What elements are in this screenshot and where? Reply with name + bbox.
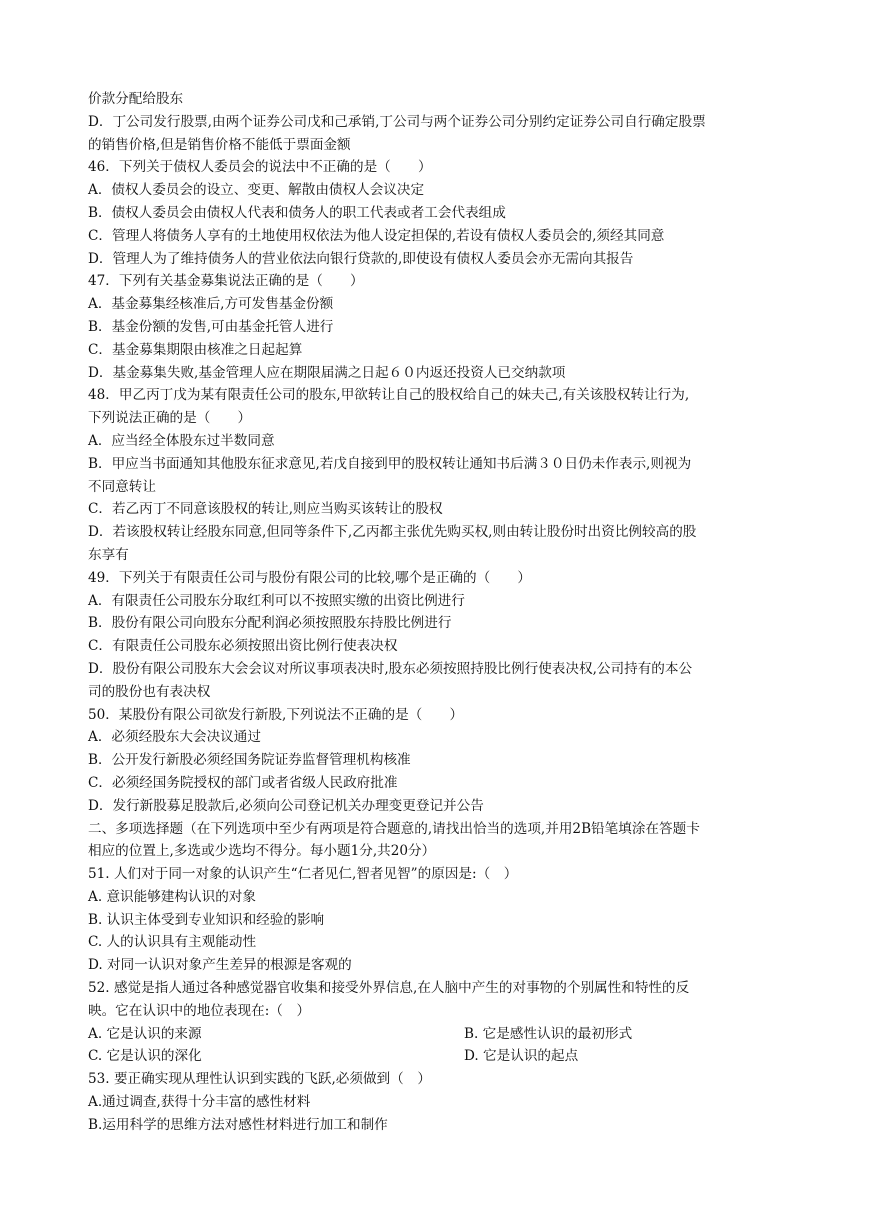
option-b-q51: B. 认识主体受到专业知识和经验的影响 bbox=[88, 911, 325, 928]
option-b-q49: B．股份有限公司向股东分配利润必须按照股东持股比例进行 bbox=[88, 615, 452, 632]
question-47: 47．下列有关基金募集说法正确的是（ ） bbox=[88, 273, 364, 290]
option-b-q46: B．债权人委员会由债权人代表和债务人的职工代表或者工会代表组成 bbox=[88, 204, 506, 221]
option-b-q52: B. 它是感性认识的最初形式 bbox=[464, 1025, 633, 1042]
option-a-q46: A．债权人委员会的设立、变更、解散由债权人会议决定 bbox=[88, 182, 425, 199]
option-a-q48: A．应当经全体股东过半数同意 bbox=[88, 432, 275, 449]
option-d-q46: D．管理人为了维持债务人的营业依法向银行贷款的,即使设有债权人委员会亦无需向其报告 bbox=[88, 250, 634, 267]
text-line: 不同意转让 bbox=[88, 478, 156, 495]
text-line: 相应的位置上,多选或少选均不得分。每小题1分,共20分） bbox=[88, 843, 436, 860]
option-b-q47: B．基金份额的发售,可由基金托管人进行 bbox=[88, 318, 334, 335]
option-b-q50: B．公开发行新股必须经国务院证券监督管理机构核准 bbox=[88, 752, 411, 769]
option-d-q51: D. 对同一认识对象产生差异的根源是客观的 bbox=[88, 957, 352, 974]
option-a-q52: A. 它是认识的来源 bbox=[88, 1025, 202, 1042]
question-53: 53. 要正确实现从理性认识到实践的飞跃,必须做到（ ） bbox=[88, 1071, 431, 1088]
option-d-q49: D．股份有限公司股东大会会议对所议事项表决时,股东必须按照持股比例行使表决权,公司持有的本公 bbox=[88, 660, 693, 677]
option-a-q53: A.通过调查,获得十分丰富的感性材料 bbox=[88, 1094, 311, 1111]
option-d-q48: D．若该股权转让经股东同意,但同等条件下,乙丙都主张优先购买权,则由转让股份时出资比例较高的股 bbox=[88, 524, 697, 541]
question-51: 51. 人们对于同一对象的认识产生“仁者见仁,智者见智”的原因是:（ ） bbox=[88, 866, 518, 883]
text-line: 价款分配给股东 bbox=[88, 91, 184, 107]
section-heading: 二、多项选择题（在下列选项中至少有两项是符合题意的,请找出恰当的选项,并用2B铅笔填涂在答题卡 bbox=[88, 820, 700, 837]
option-d-q50: D．发行新股募足股款后,必须向公司登记机关办理变更登记并公告 bbox=[88, 797, 484, 814]
option-c-q51: C. 人的认识具有主观能动性 bbox=[88, 934, 257, 951]
option-c-q50: C．必须经国务院授权的部门或者省级人民政府批准 bbox=[88, 774, 398, 791]
document-page bbox=[88, 88, 788, 1137]
q52-option-row bbox=[88, 1045, 788, 1068]
option-b-q48: B．甲应当书面通知其他股东征求意见,若戊自接到甲的股权转让通知书后满３０日仍未作表示,则视为 bbox=[88, 455, 692, 472]
text-line: 下列说法正确的是（ ） bbox=[88, 410, 252, 427]
option-d-q52: D. 它是认识的起点 bbox=[464, 1048, 579, 1065]
option-c-q46: C．管理人将债务人享有的土地使用权依法为他人设定担保的,若设有债权人委员会的,须经其同意 bbox=[88, 227, 665, 244]
text-line: 映。它在认识中的地位表现在:（ ） bbox=[88, 1002, 311, 1019]
option-d-q47: D．基金募集失败,基金管理人应在期限届满之日起６０内返还投资人已交纳款项 bbox=[88, 364, 566, 381]
question-46: 46．下列关于债权人委员会的说法中不正确的是（ ） bbox=[88, 159, 432, 176]
text-line: 东享有 bbox=[88, 546, 129, 563]
option-a-q51: A. 意识能够建构认识的对象 bbox=[88, 888, 256, 905]
option-d-q45: D．丁公司发行股票,由两个证券公司戊和己承销,丁公司与两个证券公司分别约定证券公司自行确定股票 bbox=[88, 113, 706, 130]
option-c-q49: C．有限责任公司股东必须按照出资比例行使表决权 bbox=[88, 638, 398, 655]
question-48: 48．甲乙丙丁戊为某有限责任公司的股东,甲欲转让自己的股权给自己的妹夫己,有关该股权转让行为, bbox=[88, 387, 690, 404]
option-a-q47: A．基金募集经核准后,方可发售基金份额 bbox=[88, 296, 334, 313]
option-a-q50: A．必须经股东大会决议通过 bbox=[88, 729, 261, 746]
option-b-q53: B.运用科学的思维方法对感性材料进行加工和制作 bbox=[88, 1116, 388, 1133]
option-c-q48: C．若乙丙丁不同意该股权的转让,则应当购买该转让的股权 bbox=[88, 501, 443, 518]
question-50: 50．某股份有限公司欲发行新股,下列说法不正确的是（ ） bbox=[88, 706, 464, 723]
q52-option-row bbox=[88, 1023, 788, 1046]
text-line: 司的股份也有表决权 bbox=[88, 683, 211, 700]
option-c-q47: C．基金募集期限由核准之日起起算 bbox=[88, 341, 303, 358]
text-line: 的销售价格,但是销售价格不能低于票面金额 bbox=[88, 136, 351, 153]
question-49: 49．下列关于有限责任公司与股份有限公司的比较,哪个是正确的（ ） bbox=[88, 569, 532, 586]
question-52: 52. 感觉是指人通过各种感觉器官收集和接受外界信息,在人脑中产生的对事物的个别属性和特性的反 bbox=[88, 980, 690, 997]
option-a-q49: A．有限责任公司股东分取红利可以不按照实缴的出资比例进行 bbox=[88, 592, 465, 609]
option-c-q52: C. 它是认识的深化 bbox=[88, 1048, 202, 1065]
